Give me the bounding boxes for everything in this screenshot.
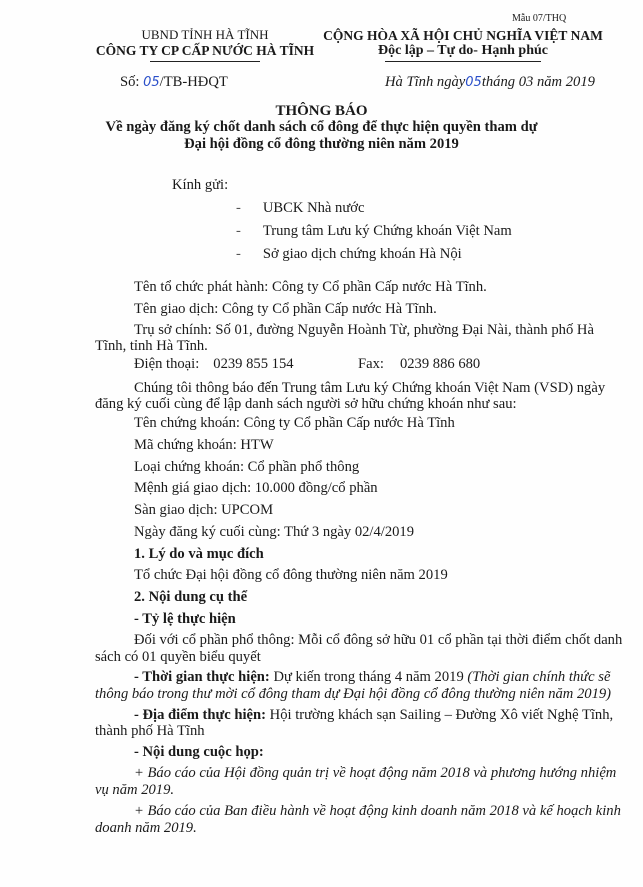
recipient-item: - Trung tâm Lưu ký Chứng khoán Việt Nam [236,223,512,239]
notice-subtitle-line1: Về ngày đăng ký chốt danh sách cổ đông để thực hiện quyền tham dự [105,119,538,135]
company-name: CÔNG TY CP CẤP NƯỚC HÀ TĨNH [95,43,315,58]
recipient-item: - Sở giao dịch chứng khoán Hà Nội [236,246,462,262]
place-line: - Địa điểm thực hiện: Hội trường khách sạn Sailing – Đường Xô viết Nghệ Tĩnh, [134,707,614,723]
agency-name: UBND TỈNH HÀ TĨNH [141,27,269,42]
agenda-item-2-line2: doanh năm 2019. [95,820,197,836]
time-line: - Thời gian thực hiện: Dự kiến trong tháng 4 năm 2019 (Thời gian chính thức sẽ [134,669,611,685]
fax-line: Fax: 0239 886 680 [358,356,481,372]
agenda-item-1-line1: + Báo cáo của Hội đồng quản trị về hoạt động năm 2018 và phương hướng nhiệm [134,765,617,781]
headquarters-line2: Tĩnh, tỉnh Hà Tĩnh. [95,338,208,354]
time-note-line2: thông báo trong thư mời cổ đông tham dự Đại hội đồng cổ đông thường niên năm 2019) [95,686,612,702]
form-code: Mẫu 07/THQ [512,13,567,24]
headquarters-line1: Trụ sở chính: Số 01, đường Nguyễn Hoành Từ, phường Đại Nài, thành phố Hà [134,322,594,338]
section-1-text: Tổ chức Đại hội đồng cổ đông thường niên năm 2019 [134,567,448,583]
place-line2: thành phố Hà Tĩnh [95,723,205,739]
fax-number: 0239 886 680 [399,356,481,372]
nation-motto: Độc lập – Tự do- Hạnh phúc [378,43,548,58]
agenda-item-2-line1: + Báo cáo của Ban điều hành về hoạt động kinh doanh năm 2018 và kế hoạch kinh [134,803,621,819]
ratio-line2: sách có 01 quyền biểu quyết [95,649,261,665]
agenda-title: - Nội dung cuộc họp: [134,744,264,760]
phone-line: Điện thoại: 0239 855 154 [134,356,294,372]
handwritten-number: 05 [143,75,160,90]
handwritten-day: 05 [465,75,482,90]
document-number: Số: 05/TB-HĐQT [120,74,228,90]
security-name: Tên chứng khoán: Công ty Cổ phần Cấp nước Hà Tĩnh [134,415,455,431]
recipient-item: - UBCK Nhà nước [236,200,365,216]
notice-paragraph-line2: đăng ký cuối cùng để lập danh sách người sở hữu chứng khoán như sau: [95,396,517,412]
par-value: Mệnh giá giao dịch: 10.000 đồng/cổ phần [134,480,378,496]
record-date: Ngày đăng ký cuối cùng: Thứ 3 ngày 02/4/2019 [134,524,415,540]
issuer-line: Tên tổ chức phát hành: Công ty Cổ phần Cấp nước Hà Tĩnh. [134,279,487,295]
ratio-title: - Tỷ lệ thực hiện [134,611,236,627]
header-right-underline [385,61,541,62]
phone-number: 0239 855 154 [213,356,294,372]
security-type: Loại chứng khoán: Cổ phần phổ thông [134,459,360,475]
document-date: Hà Tĩnh ngày05tháng 03 năm 2019 [385,74,595,90]
trade-name-line: Tên giao dịch: Công ty Cổ phần Cấp nước Hà Tĩnh. [134,301,437,317]
agenda-item-1-line2: vụ năm 2019. [95,782,175,798]
security-code: Mã chứng khoán: HTW [134,437,274,453]
ratio-line1: Đối với cổ phần phổ thông: Mỗi cổ đông sở hữu 01 cổ phần tại thời điểm chốt danh [134,632,623,648]
header-left-underline [150,61,260,62]
exchange: Sàn giao dịch: UPCOM [134,502,274,518]
nation-title: CỘNG HÒA XÃ HỘI CHỦ NGHĨA VIỆT NAM [323,28,603,43]
section-2-title: 2. Nội dung cụ thể [134,589,248,605]
recipients-label: Kính gửi: [172,177,229,193]
notice-title: THÔNG BÁO [275,103,368,119]
notice-subtitle-line2: Đại hội đồng cổ đông thường niên năm 2019 [184,136,459,152]
section-1-title: 1. Lý do và mục đích [134,546,264,562]
notice-paragraph-line1: Chúng tôi thông báo đến Trung tâm Lưu ký Chứng khoán Việt Nam (VSD) ngày [134,380,606,396]
